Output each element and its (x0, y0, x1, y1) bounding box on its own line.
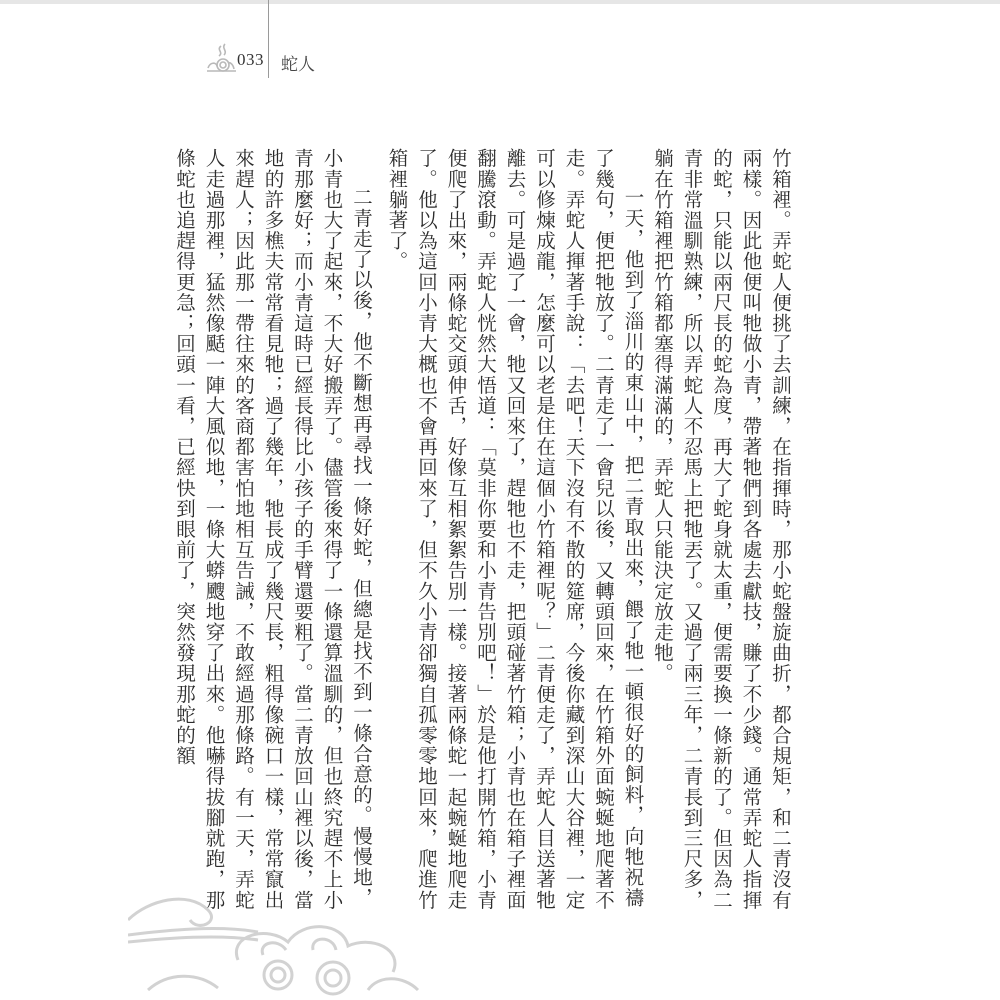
chapter-title: 蛇人 (281, 55, 315, 75)
header-divider (268, 0, 269, 78)
page-top-edge (0, 0, 1000, 4)
paragraph: 竹箱裡。弄蛇人便挑了去訓練，在指揮時，那小蛇盤旋曲折，都合規矩，和二青沒有兩樣。因此他便叫牠做小青，帶著牠們到各處去獻技，賺了不少錢。通常弄蛇人指揮的蛇，只能以兩尺長的蛇為度，再大了蛇身就太重，便需要換一條新的了。但因為二青非常溫馴熟練，所以弄蛇人不忍馬上把牠丟了。又過了兩三年，二青長到三尺多，躺在竹箱裡把竹箱都塞得滿滿的，弄蛇人只能決定放走牠。 (651, 148, 792, 911)
flame-swirl-icon (204, 42, 238, 74)
cloud-swirl-icon (128, 880, 428, 1000)
body-text (173, 148, 795, 918)
paragraph: 一天，他到了淄川的東山中，把二青取出來，餵了牠一頓很好的飼料，向牠祝禱了幾句，便把牠放了。二青走了一會兒以後，又轉頭回來，在竹箱外面蜿蜒地爬著不走。弄蛇人揮著手說：「去吧！天下沒有不散的筵席，今後你藏到深山大谷裡，一定可以修煉成龍，怎麼可以老是住在這個小竹箱裡呢？」二青便走了，弄蛇人目送著牠離去。可是過了一會，牠又回來了，趕牠也不走，把頭碰著竹箱；小青也在箱子裡面翻騰滾動。弄蛇人恍然大悟道：「莫非你要和小青告別吧！」於是他打開竹箱，小青便爬了出來，兩條蛇交頭伸舌，好像互相絮絮告別一樣。接著兩條蛇一起蜿蜒地爬走了。他以為這回小青大概也不會再回來了，但不久小青卻獨自孤零零地回來，爬進竹箱裡躺著了。 (385, 148, 645, 911)
page-number: 033 (237, 50, 264, 69)
paragraph: 二青走了以後，他不斷想再尋找一條好蛇，但總是找不到一條合意的。慢慢地，小青也大了起來，不大好搬弄了。儘管後來得了一條還算溫馴的，但也終究趕不上小青那麼好；而小青這時已經長得比小孩子的手臂還要粗了。當二青放回山裡以後，當地的許多樵夫常常看見牠；過了幾年，牠長成了幾尺長，粗得像碗口一樣，常常竄出來趕人；因此那一帶往來的客商都害怕地相互告誡，不敢經過那條路。有一天，弄蛇人走過那裡，猛然像颳一陣大風似地，一條大蟒颼地穿了出來。他嚇得拔腳就跑，那條蛇也追趕得更急；回頭一看，已經快到眼前了，突然發現那蛇的額 (173, 148, 373, 911)
